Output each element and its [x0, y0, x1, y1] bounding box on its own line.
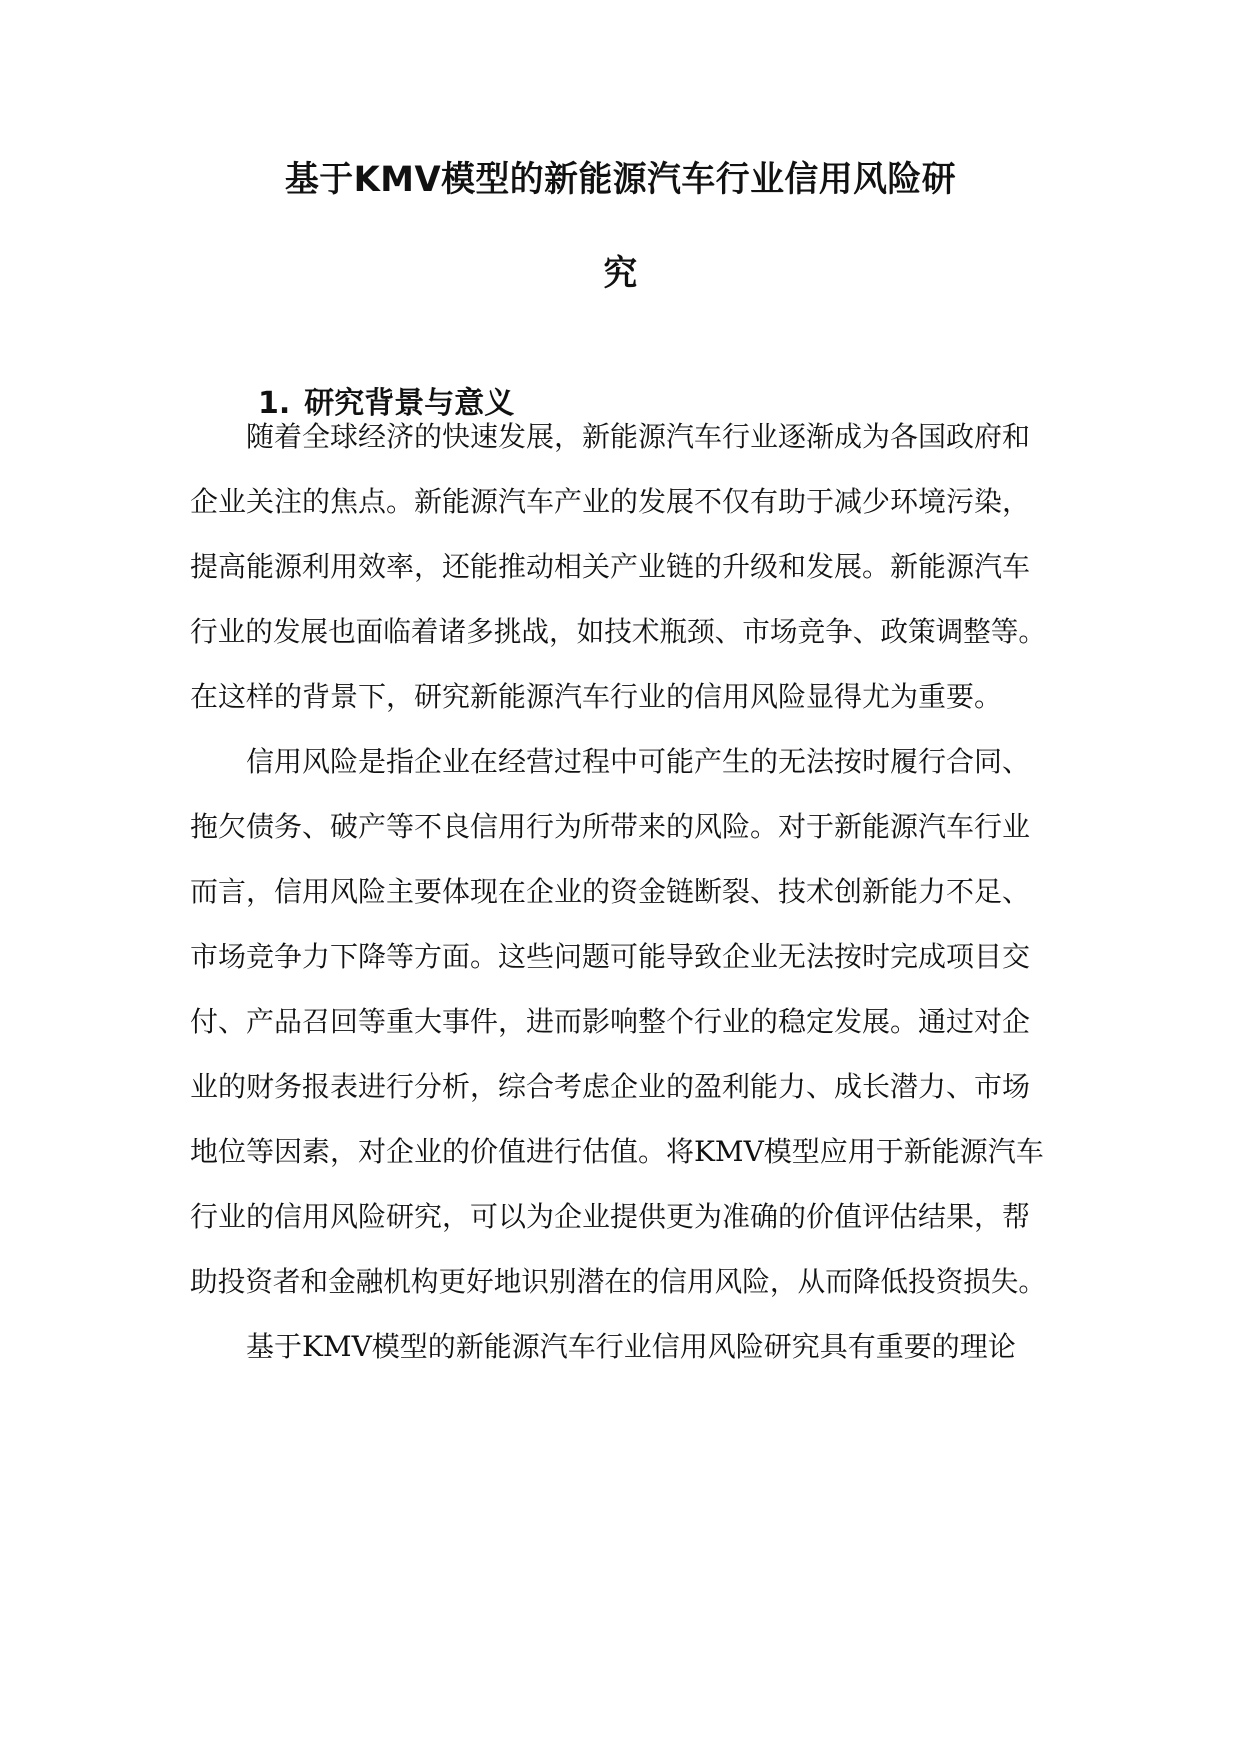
section-title: 研究背景与意义 [304, 386, 515, 421]
paragraph-line: 行业的发展也面临着诸多挑战，如技术瓶颈、市场竞争、政策调整等。 [190, 615, 1047, 648]
paragraph-line: 信用风险是指企业在经营过程中可能产生的无法按时履行合同、 [246, 745, 1031, 778]
paragraph-line: 付、产品召回等重大事件，进而影响整个行业的稳定发展。通过对企 [190, 1005, 1031, 1038]
paragraph-line: 助投资者和金融机构更好地识别潜在的信用风险，从而降低投资损失。 [190, 1265, 1047, 1298]
paragraph-line: 拖欠债务、破产等不良信用行为所带来的风险。对于新能源汽车行业 [190, 810, 1031, 843]
section-heading [258, 378, 514, 422]
paragraph-line: 行业的信用风险研究，可以为企业提供更为准确的价值评估结果，帮 [190, 1200, 1031, 1233]
paragraph-line: 提高能源利用效率，还能推动相关产业链的升级和发展。新能源汽车 [190, 550, 1031, 583]
paragraph-line: 地位等因素，对企业的价值进行估值。将KMV模型应用于新能源汽车 [190, 1135, 1044, 1168]
paragraph-line: 而言，信用风险主要体现在企业的资金链断裂、技术创新能力不足、 [190, 875, 1031, 908]
paragraph-line: 在这样的背景下，研究新能源汽车行业的信用风险显得尤为重要。 [190, 680, 1003, 713]
paragraph-line: 业的财务报表进行分析，综合考虑企业的盈利能力、成长潜力、市场 [190, 1070, 1031, 1103]
paragraph-line: 市场竞争力下降等方面。这些问题可能导致企业无法按时完成项目交 [190, 940, 1031, 973]
document-title-line-2: 究 [603, 254, 638, 294]
paragraph-line: 基于KMV模型的新能源汽车行业信用风险研究具有重要的理论 [246, 1330, 1016, 1363]
paragraph-line: 企业关注的焦点。新能源汽车产业的发展不仅有助于减少环境污染， [190, 485, 1031, 518]
section-number: 1. [258, 386, 291, 421]
document-title-line-1: 基于KMV模型的新能源汽车行业信用风险研 [284, 160, 957, 200]
paragraph-line: 随着全球经济的快速发展，新能源汽车行业逐渐成为各国政府和 [246, 420, 1031, 453]
